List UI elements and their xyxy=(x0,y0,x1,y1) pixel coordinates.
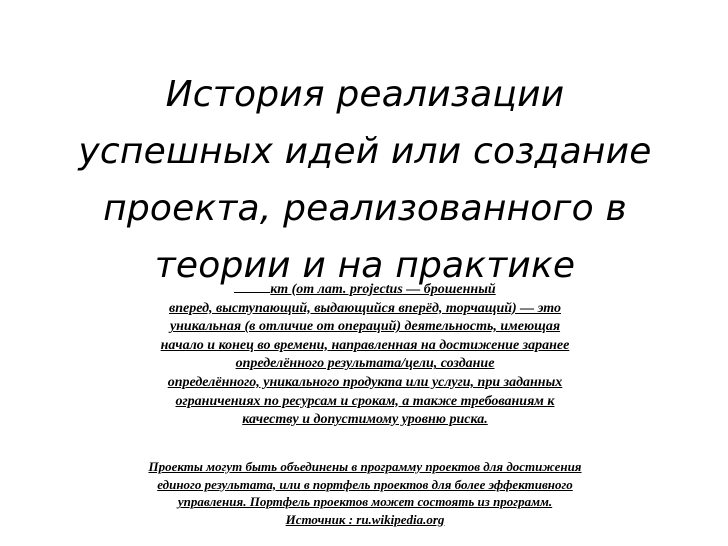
title-line: успешных идей или создание xyxy=(78,131,652,172)
title-line: История реализации xyxy=(165,74,565,115)
title-line: проекта, реализованного в xyxy=(103,188,627,229)
definition-line: уникальная (в отличие от операций) деятельность, имеющая xyxy=(169,319,561,335)
definition-line: ограничениях по ресурсам и срокам, а также требованиям к xyxy=(175,393,555,409)
slide-title xyxy=(70,66,660,294)
definition-line: определённого, уникального продукта или услуги, при заданных xyxy=(167,374,563,390)
definition-line: определённого результата/цели, создание xyxy=(235,356,495,372)
title-line: теории и на практике xyxy=(154,245,576,286)
definition-line-first xyxy=(112,280,618,300)
definition-line: вперед, выступающий, выдающийся вперёд, торчащий) — это xyxy=(168,300,562,316)
portfolio-paragraph xyxy=(112,458,618,511)
definition-line: начало и конец во времени, направленная на достижение заранее xyxy=(160,337,570,353)
source-link[interactable]: Источник : ru.wikipedia.org xyxy=(285,512,445,527)
definition-line: качеству и допустимому уровню риска. xyxy=(242,412,488,428)
definition-line-text: кт (от лат. projectus — брошенный xyxy=(270,282,496,297)
portfolio-line: Проекты могут быть объединены в программу проектов для достижения xyxy=(148,459,582,474)
project-definition xyxy=(112,280,618,430)
portfolio-line: единого результата, или в портфель проектов для более эффективного xyxy=(157,476,573,492)
portfolio-line: управления. Портфель проектов может состоять из программ. xyxy=(177,494,553,510)
blank-underline xyxy=(234,280,270,293)
